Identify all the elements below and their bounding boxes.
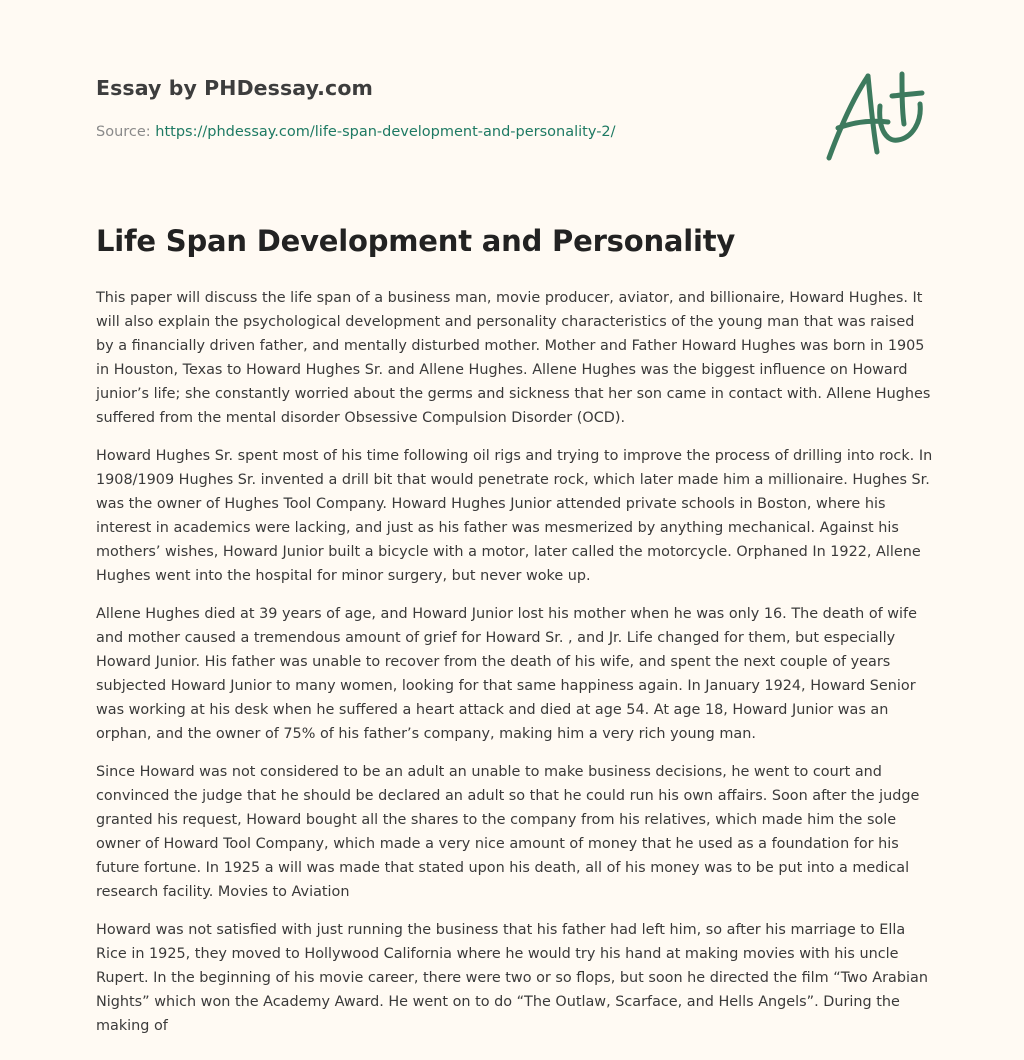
- essay-title: Life Span Development and Personality: [96, 224, 736, 258]
- paragraph: This paper will discuss the life span of a business man, movie producer, aviator, and billionaire, Howard Hughes. It will also explain the psychological development and personality characteristics of the young man that was raised by a financially driven father, and mentally disturbed mother. Mother and Father Howard Hughes was born in 1905 in Houston, Texas to Howard Hughes Sr. and Allene Hughes. Allene Hughes was the biggest influence on Howard junior’s life; she constantly worried about the germs and sickness that her son came in contact with. Allene Hughes suffered from the mental disorder Obsessive Compulsion Disorder (OCD).: [96, 290, 931, 426]
- site-title: Essay by PHDessay.com: [96, 76, 373, 100]
- paragraph: Howard was not satisfied with just running the business that his father had left him, so after his marriage to Ella Rice in 1925, they moved to Hollywood California where he would try his hand at making movies with his uncle Rupert. In the beginning of his movie career, there were two or so flops, but soon he directed the film “Two Arabian Nights” which won the Academy Award. He went on to do “The Outlaw, Scarface, and Hells Angels”. During the making of: [96, 922, 928, 1034]
- source-link[interactable]: https://phdessay.com/life-span-development-and-personality-2/: [155, 124, 616, 140]
- source-line: [96, 124, 616, 140]
- paragraph: Allene Hughes died at 39 years of age, and Howard Junior lost his mother when he was only 16. The death of wife and mother caused a tremendous amount of grief for Howard Sr. , and Jr. Life changed for them, but especially Howard Junior. His father was unable to recover from the death of his wife, and spent the next couple of years subjected Howard Junior to many women, looking for that same happiness again. In January 1924, Howard Senior was working at his desk when he suffered a heart attack and died at age 54. At age 18, Howard Junior was an orphan, and the owner of 75% of his father’s company, making him a very rich young man.: [96, 606, 917, 742]
- source-label: Source:: [96, 124, 151, 140]
- essay-body: [96, 286, 934, 1052]
- paragraph: Howard Hughes Sr. spent most of his time following oil rigs and trying to improve the process of drilling into rock. In 1908/1909 Hughes Sr. invented a drill bit that would penetrate rock, which later made him a millionaire. Hughes Sr. was the owner of Hughes Tool Company. Howard Hughes Junior attended private schools in Boston, where his interest in academics were lacking, and just as his father was mesmerized by anything mechanical. Against his mothers’ wishes, Howard Junior built a bicycle with a motor, later called the motorcycle. Orphaned In 1922, Allene Hughes went into the hospital for minor surgery, but never woke up.: [96, 448, 933, 584]
- a-plus-logo-icon: [818, 66, 930, 166]
- paragraph: Since Howard was not considered to be an adult an unable to make business decisions, he went to court and convinced the judge that he should be declared an adult so that he could run his own affairs. Soon after the judge granted his request, Howard bought all the shares to the company from his relatives, which made him the sole owner of Howard Tool Company, which made a very nice amount of money that he used as a foundation for his future fortune. In 1925 a will was made that stated upon his death, all of his money was to be put into a medical research facility. Movies to Aviation: [96, 764, 920, 900]
